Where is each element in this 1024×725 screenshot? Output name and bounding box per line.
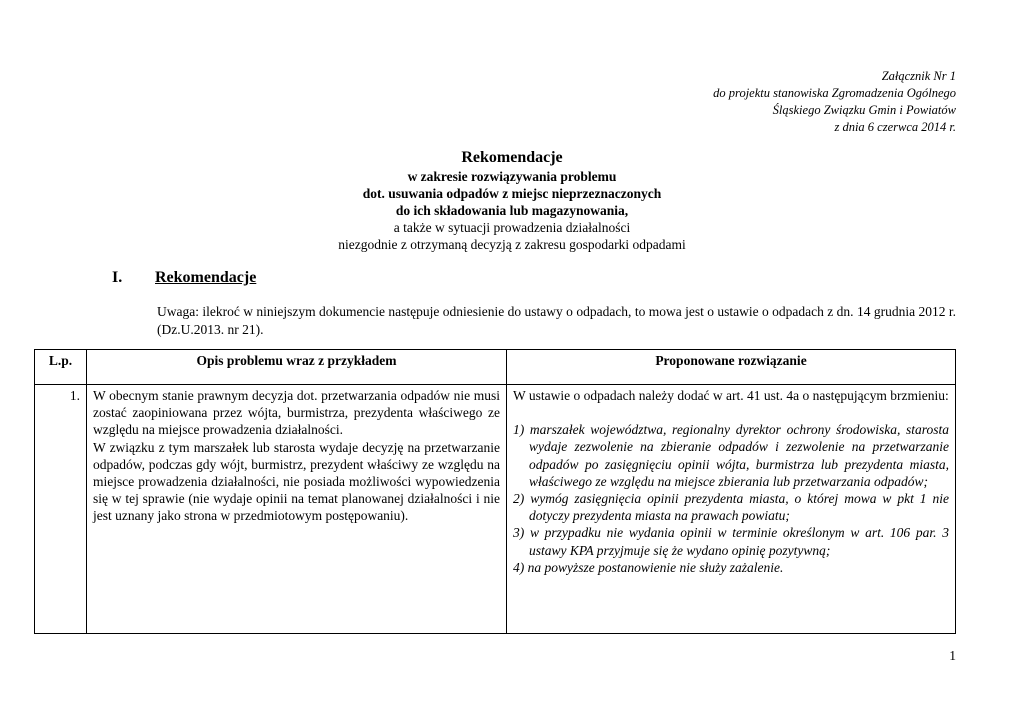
- title-line-4: a także w sytuacji prowadzenia działalności: [393, 220, 631, 235]
- header-lp: L.p.: [35, 350, 87, 385]
- attachment-line-3: Śląskiego Związku Gmin i Powiatów: [772, 103, 956, 117]
- solution-item: 2) wymóg zasięgnięcia opinii prezydenta miasta, o której mowa w pkt 1 nie dotyczy prezydenta miasta na prawach powiatu;: [513, 491, 949, 524]
- title-line-2: dot. usuwania odpadów z miejsc nieprzeznaczonych: [362, 186, 662, 201]
- attachment-line-1: Załącznik Nr 1: [881, 69, 956, 83]
- title-line-3: do ich składowania lub magazynowania,: [395, 203, 629, 218]
- header-solution: Proponowane rozwiązanie: [507, 350, 956, 385]
- document-title: [70, 148, 954, 253]
- title-line-5: niezgodnie z otrzymaną decyzją z zakresu gospodarki odpadami: [338, 237, 686, 252]
- title-main: Rekomendacje: [461, 149, 563, 166]
- attachment-header: [713, 68, 956, 136]
- solution-item: 3) w przypadku nie wydania opinii w terminie określonym w art. 106 par. 3 ustawy KPA przyjmuje się że wydano opinię pozytywną;: [513, 525, 949, 558]
- solution-item: 4) na powyższe postanowienie nie służy zażalenie.: [513, 559, 784, 575]
- solution-item: 1) marszałek województwa, regionalny dyrektor ochrony środowiska, starosta wydaje zezwolenie na zbieranie odpadów i zezwolenie na przetwarzanie odpadów po zasięgnięciu opinii wójta, burmistrza lub prezydenta miasta, właściwego ze względu na miejsce zbierania lub przetwarzania odpadów;: [513, 422, 949, 489]
- problem-paragraph-2: W związku z tym marszałek lub starosta wydaje decyzję na przetwarzanie odpadów, podczas gdy wójt, burmistrz, prezydent właściwy ze względu na miejsce prowadzenia działalności, nie posiada możliwości wypowiedzenia się w tej sprawie (nie wydaje opinii na temat planowanej działalności i nie jest uznany jako strona w przedmiotowym postępowaniu).: [93, 439, 500, 524]
- title-line-1: w zakresie rozwiązywania problemu: [407, 169, 617, 184]
- section-title: Rekomendacje: [155, 269, 257, 286]
- table-header-row: [35, 350, 956, 385]
- recommendations-table: [34, 349, 956, 634]
- table-row: [35, 385, 956, 634]
- problem-paragraph-1: W obecnym stanie prawnym decyzja dot. przetwarzania odpadów nie musi zostać zaopiniowana przez wójta, burmistrza, prezydenta właściwego ze względu na miejsce prowadzenia działalności.: [93, 388, 500, 438]
- attachment-line-2: do projektu stanowiska Zgromadzenia Ogólnego: [713, 86, 956, 100]
- note-paragraph: Uwaga: ilekroć w niniejszym dokumencie następuje odniesienie do ustawy o odpadach, to mowa jest o ustawie o odpadach z dn. 14 grudnia 2012 r. (Dz.U.2013. nr 21).: [157, 304, 956, 337]
- row-solution: [507, 385, 956, 634]
- solution-intro: W ustawie o odpadach należy dodać w art. 41 ust. 4a o następującym brzmieniu:: [513, 388, 949, 403]
- solution-list: [513, 421, 949, 576]
- page-number: 1: [949, 648, 956, 663]
- header-problem: Opis problemu wraz z przykładem: [87, 350, 507, 385]
- row-lp: 1.: [35, 385, 87, 634]
- row-problem: [87, 385, 507, 634]
- section-heading: [112, 269, 256, 287]
- section-number: I.: [112, 269, 123, 286]
- attachment-line-4: z dnia 6 czerwca 2014 r.: [834, 120, 956, 134]
